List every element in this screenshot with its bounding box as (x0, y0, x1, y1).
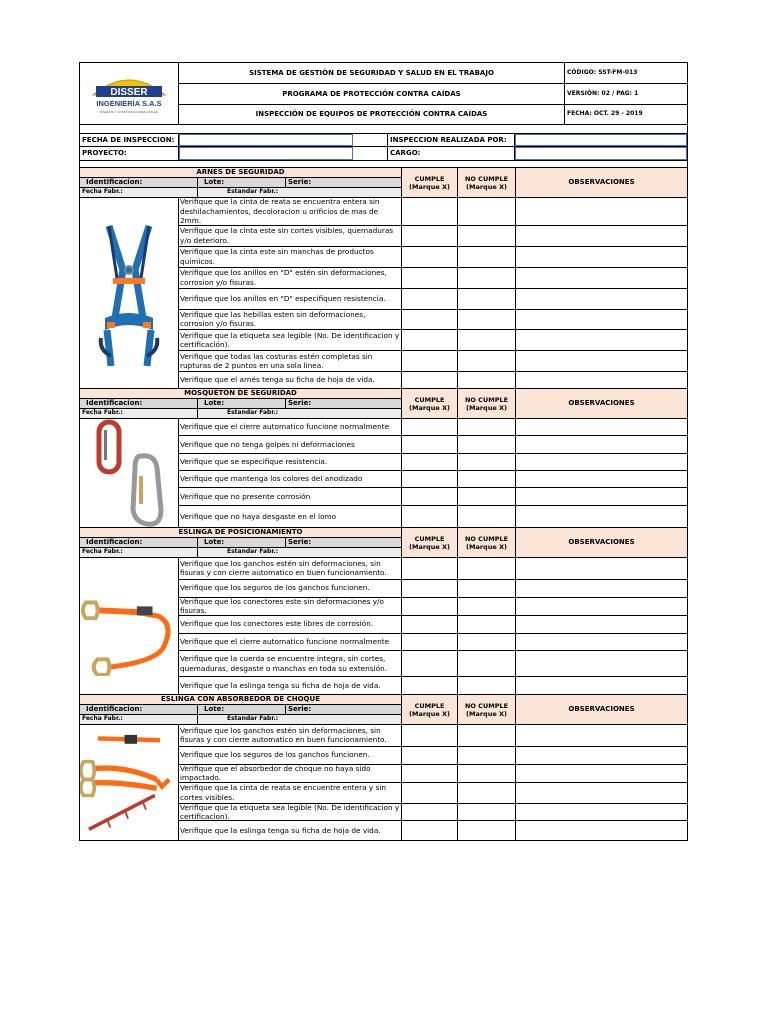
form-header (79, 62, 688, 125)
identificacion-label: Identificacion: (80, 178, 198, 187)
checklist-row (179, 677, 687, 694)
fecha-fabr-label: Fecha Fabr.: (80, 715, 198, 724)
checklist-row (179, 616, 687, 634)
header-title-2: PROGRAMA DE PROTECCIÓN CONTRA CAÍDAS (179, 84, 564, 104)
cumple-header: CUMPLE (Marque X) (402, 695, 458, 724)
observaciones-header: OBSERVACIONES (568, 705, 635, 714)
observaciones-cell[interactable] (516, 419, 687, 435)
no-cumple-cell[interactable] (458, 558, 516, 579)
observaciones-cell[interactable] (516, 580, 687, 597)
checklist-row (179, 454, 687, 471)
identificacion-label: Identificacion: (80, 705, 198, 714)
no-cumple-header: NO CUMPLE (Marque X) (458, 528, 516, 557)
document-version: VERSIÓN: 02 / PAG: 1 (565, 84, 687, 104)
lote-label: Lote: (198, 399, 286, 408)
checklist-row (179, 634, 687, 652)
checklist-item-text: Verifique que los seguros de los ganchos funcionen. (179, 580, 402, 597)
observaciones-cell[interactable] (516, 372, 687, 388)
cumple-cell[interactable] (402, 198, 458, 225)
serie-label: Serie: (288, 705, 312, 714)
cumple-cell[interactable] (402, 351, 458, 371)
proyecto-label: PROYECTO: (80, 147, 179, 160)
header-title-3: INSPECCIÓN DE EQUIPOS DE PROTECCIÓN CONTRA CAÍDAS (255, 110, 488, 119)
no-cumple-cell[interactable] (458, 247, 516, 267)
checklist-item-text: Verifique que la etiqueta sea legible (No. De identificacion y certificacion). (179, 804, 402, 820)
no-cumple-header: NO CUMPLE (Marque X) (458, 168, 516, 197)
checklist-row (179, 289, 687, 310)
checklist-row (179, 765, 687, 783)
checklist-item-text: Verifique que la cinta de reata se encuentre entera y sin cortes visibles. (179, 783, 402, 804)
gap-cell (353, 147, 388, 160)
observaciones-header: OBSERVACIONES (568, 399, 635, 408)
identificacion-label: Identificacion: (80, 538, 198, 547)
checklist-row (179, 747, 687, 765)
checklist-row (179, 471, 687, 489)
carabiner-icon (89, 419, 169, 527)
checklist-item-text: Verifique que la eslinga tenga su ficha de hoja de vida. (179, 677, 402, 694)
checklist-item-text: Verifique que la cinta de reata se encuentra entera sin deshilachamientos, decoloracion u orificios de mas de 2mm. (179, 198, 402, 225)
observaciones-cell[interactable] (516, 198, 687, 225)
cumple-cell[interactable] (402, 558, 458, 579)
checklist-row (179, 558, 687, 580)
checklist-item-text: Verifique que no presente corrosión (179, 488, 402, 505)
checklist-row (179, 651, 687, 677)
observaciones-cell[interactable] (516, 436, 687, 453)
no-cumple-cell[interactable] (458, 268, 516, 288)
checklist-item-text: Verifique que mantenga los colores del anodizado (179, 471, 402, 488)
fecha-fabr-label: Fecha Fabr.: (80, 548, 198, 557)
serie-label: Serie: (288, 178, 312, 187)
equipment-section-4 (79, 695, 688, 841)
lote-label: Lote: (198, 538, 286, 547)
no-cumple-cell[interactable] (458, 506, 516, 527)
proyecto-field[interactable] (179, 147, 353, 160)
equipment-image (80, 725, 179, 840)
no-cumple-header: NO CUMPLE (Marque X) (458, 389, 516, 418)
no-cumple-cell[interactable] (458, 651, 516, 676)
no-cumple-cell[interactable] (458, 471, 516, 488)
observaciones-cell[interactable] (516, 821, 687, 840)
cumple-cell[interactable] (402, 783, 458, 804)
checklist-row (179, 247, 687, 268)
checklist-row (179, 268, 687, 289)
cumple-cell[interactable] (402, 488, 458, 505)
header-codes (565, 63, 687, 124)
spacer-row (79, 161, 688, 168)
disser-logo-icon (87, 71, 171, 117)
no-cumple-cell[interactable] (458, 634, 516, 651)
inspection-form (79, 62, 688, 841)
no-cumple-cell[interactable] (458, 330, 516, 350)
observaciones-cell[interactable] (516, 747, 687, 764)
no-cumple-cell[interactable] (458, 488, 516, 505)
checklist-row (179, 783, 687, 805)
checklist-row (179, 310, 687, 331)
cumple-cell[interactable] (402, 419, 458, 435)
spacer-row (79, 125, 688, 134)
cumple-cell[interactable] (402, 436, 458, 453)
checklist-item-text: Verifique que los conectores este libres de corrosión. (179, 616, 402, 633)
equipment-image (80, 198, 179, 388)
no-cumple-cell[interactable] (458, 765, 516, 782)
cumple-cell[interactable] (402, 765, 458, 782)
checklist-row (179, 580, 687, 598)
observaciones-cell[interactable] (516, 247, 687, 267)
checklist-item-text: Verifique que todas las costuras estén completas sin rupturas de 2 puntos en una sola linea. (179, 351, 402, 371)
section-title: MOSQUETÓN DE SEGURIDAD (80, 389, 401, 399)
no-cumple-cell[interactable] (458, 598, 516, 615)
observaciones-cell[interactable] (516, 488, 687, 505)
no-cumple-cell[interactable] (458, 804, 516, 820)
lote-label: Lote: (198, 705, 286, 714)
cumple-cell[interactable] (402, 725, 458, 746)
section-title: ESLINGA DE POSICIONAMIENTO (80, 528, 401, 538)
checklist-row (179, 725, 687, 747)
checklist-row (179, 804, 687, 821)
observaciones-cell[interactable] (516, 454, 687, 470)
checklist-item-text: Verifique que los ganchos estén sin deformaciones, sin fisuras y con cierre automatico en buen funcionamiento. (179, 558, 402, 579)
estandar-fabr-label: Estandar Fabr.: (227, 188, 279, 196)
cumple-cell[interactable] (402, 616, 458, 633)
header-title-1: SISTEMA DE GESTIÓN DE SEGURIDAD Y SALUD EN EL TRABAJO (179, 63, 564, 84)
cumple-cell[interactable] (402, 310, 458, 330)
cumple-cell[interactable] (402, 598, 458, 615)
checklist-item-text: Verifique que no haya desgaste en el lomo (179, 506, 402, 527)
checklist-row (179, 330, 687, 351)
svg-text:DISEÑOS Y CONSTRUCCIONES CIVIL: DISEÑOS Y CONSTRUCCIONES CIVILES (100, 109, 158, 114)
checklist-row (179, 506, 687, 527)
no-cumple-cell[interactable] (458, 351, 516, 371)
no-cumple-cell[interactable] (458, 821, 516, 840)
cumple-cell[interactable] (402, 247, 458, 267)
fecha-inspeccion-field[interactable] (179, 134, 353, 146)
no-cumple-cell[interactable] (458, 436, 516, 453)
no-cumple-cell[interactable] (458, 616, 516, 633)
fecha-fabr-label: Fecha Fabr.: (80, 409, 198, 418)
checklist-item-text: Verifique que el absorbedor de choque no haya sido impactado. (179, 765, 402, 782)
serie-label: Serie: (288, 399, 312, 408)
observaciones-cell[interactable] (516, 226, 687, 246)
sections-container (79, 168, 688, 841)
observaciones-header: OBSERVACIONES (568, 178, 635, 187)
checklist-row (179, 419, 687, 436)
no-cumple-cell[interactable] (458, 419, 516, 435)
realizada-por-field[interactable] (515, 134, 687, 146)
info-row-2 (79, 147, 688, 161)
checklist-item-text: Verifique que los conectores este sin deformaciones y/o fisuras. (179, 598, 402, 615)
equipment-section-1 (79, 168, 688, 389)
cumple-cell[interactable] (402, 651, 458, 676)
cumple-cell[interactable] (402, 747, 458, 764)
harness-icon (89, 218, 169, 368)
cumple-cell[interactable] (402, 330, 458, 350)
observaciones-cell[interactable] (516, 268, 687, 288)
checklist-item-text: Verifique que los anillos en "D" estén sin deformaciones, corrosion y/o fisuras. (179, 268, 402, 288)
document-code: CÓDIGO: SST-FM-013 (565, 63, 687, 84)
checklist-row (179, 372, 687, 388)
estandar-fabr-label: Estandar Fabr.: (227, 409, 279, 417)
no-cumple-cell[interactable] (458, 372, 516, 388)
no-cumple-cell[interactable] (458, 580, 516, 597)
no-cumple-cell[interactable] (458, 725, 516, 746)
no-cumple-cell[interactable] (458, 310, 516, 330)
section-title: ARNES DE SEGURIDAD (80, 168, 401, 178)
checklist-item-text: Verifique que la cinta este sin cortes visibles, quemaduras y/o deterioro. (179, 226, 402, 246)
observaciones-cell[interactable] (516, 598, 687, 615)
equipment-section-2 (79, 389, 688, 528)
observaciones-cell[interactable] (516, 558, 687, 579)
fecha-fabr-label: Fecha Fabr.: (80, 188, 198, 197)
header-titles (179, 63, 565, 124)
checklist-item-text: Verifique que el cierre automatico funcione normalmente (179, 634, 402, 651)
observaciones-cell[interactable] (516, 783, 687, 804)
svg-text:DISSER: DISSER (110, 86, 148, 98)
checklist-item-text: Verifique que los ganchos estén sin deformaciones, sin fisuras y con cierre automatico en buen funcionamiento. (179, 725, 402, 746)
checklist-row (179, 598, 687, 616)
observaciones-cell[interactable] (516, 725, 687, 746)
observaciones-cell[interactable] (516, 471, 687, 488)
section-title: ESLINGA CON ABSORBEDOR DE CHOQUE (80, 695, 401, 705)
document-date: FECHA: OCT. 29 - 2019 (567, 110, 643, 118)
observaciones-cell[interactable] (516, 330, 687, 350)
cumple-header: CUMPLE (Marque X) (402, 389, 458, 418)
realizada-por-label: INSPECCION REALIZADA POR: (388, 134, 515, 146)
checklist-item-text: Verifique que el arnés tenga su ficha de hoja de vida. (179, 372, 402, 388)
no-cumple-header: NO CUMPLE (Marque X) (458, 695, 516, 724)
equipment-image (80, 558, 179, 694)
svg-text:INGENIERÍA S.A.S: INGENIERÍA S.A.S (96, 98, 162, 108)
cargo-label: CARGO: (388, 147, 515, 160)
cumple-cell[interactable] (402, 471, 458, 488)
cargo-field[interactable] (515, 147, 687, 160)
fecha-inspeccion-label: FECHA DE INSPECCION: (80, 134, 179, 146)
checklist-row (179, 821, 687, 840)
checklist-item-text: Verifique que la cuerda se encuentre íntegra, sin cortes, quemaduras, desgaste o manchas en toda su extensión. (179, 651, 402, 676)
checklist-item-text: Verifique que la eslinga tenga su ficha de hoja de vida. (179, 821, 402, 840)
no-cumple-cell[interactable] (458, 747, 516, 764)
observaciones-cell[interactable] (516, 289, 687, 309)
observaciones-cell[interactable] (516, 616, 687, 633)
no-cumple-cell[interactable] (458, 226, 516, 246)
checklist-row (179, 488, 687, 506)
cumple-cell[interactable] (402, 226, 458, 246)
observaciones-header: OBSERVACIONES (568, 538, 635, 547)
equipment-section-3 (79, 528, 688, 695)
cumple-cell[interactable] (402, 804, 458, 820)
cumple-cell[interactable] (402, 821, 458, 840)
observaciones-cell[interactable] (516, 634, 687, 651)
estandar-fabr-label: Estandar Fabr.: (227, 548, 279, 556)
no-cumple-cell[interactable] (458, 677, 516, 694)
checklist-row (179, 436, 687, 454)
cumple-cell[interactable] (402, 268, 458, 288)
company-logo (80, 63, 179, 124)
cumple-cell[interactable] (402, 677, 458, 694)
estandar-fabr-label: Estandar Fabr.: (227, 715, 279, 723)
cumple-cell[interactable] (402, 580, 458, 597)
cumple-header: CUMPLE (Marque X) (402, 528, 458, 557)
no-cumple-cell[interactable] (458, 198, 516, 225)
gap-cell (353, 134, 388, 146)
checklist-item-text: Verifique que la etiqueta sea legible (No. De identificacion y certificación). (179, 330, 402, 350)
cumple-cell[interactable] (402, 289, 458, 309)
checklist-item-text: Verifique que el cierre automatico funcione normalmente (179, 419, 402, 435)
equipment-image (80, 419, 179, 527)
checklist-row (179, 198, 687, 226)
no-cumple-cell[interactable] (458, 454, 516, 470)
lote-label: Lote: (198, 178, 286, 187)
checklist-item-text: Verifique que los seguros de los ganchos funcionen. (179, 747, 402, 764)
checklist-row (179, 226, 687, 247)
serie-label: Serie: (288, 538, 312, 547)
cumple-cell[interactable] (402, 634, 458, 651)
cumple-cell[interactable] (402, 506, 458, 527)
identificacion-label: Identificacion: (80, 399, 198, 408)
checklist-row (179, 351, 687, 372)
observaciones-cell[interactable] (516, 677, 687, 694)
info-row-1 (79, 134, 688, 147)
cumple-cell[interactable] (402, 454, 458, 470)
positioning-lanyard-icon (80, 576, 178, 676)
checklist-item-text: Verifique que se especifique resistencia. (179, 454, 402, 470)
no-cumple-cell[interactable] (458, 289, 516, 309)
checklist-item-text: Verifique que los anillos en "D" especifiquen resistencia. (179, 289, 402, 309)
observaciones-cell[interactable] (516, 651, 687, 676)
cumple-cell[interactable] (402, 372, 458, 388)
checklist-item-text: Verifique que las hebillas esten sin deformaciones, corrosion y/o fisuras. (179, 310, 402, 330)
observaciones-cell[interactable] (516, 804, 687, 820)
observaciones-cell[interactable] (516, 351, 687, 371)
cumple-header: CUMPLE (Marque X) (402, 168, 458, 197)
observaciones-cell[interactable] (516, 765, 687, 782)
observaciones-cell[interactable] (516, 506, 687, 527)
checklist-item-text: Verifique que no tenga golpes ni deformaciones (179, 436, 402, 453)
shock-absorber-lanyard-icon (80, 725, 178, 840)
checklist-item-text: Verifique que la cinta este sin manchas de productos químicos. (179, 247, 402, 267)
observaciones-cell[interactable] (516, 310, 687, 330)
no-cumple-cell[interactable] (458, 783, 516, 804)
